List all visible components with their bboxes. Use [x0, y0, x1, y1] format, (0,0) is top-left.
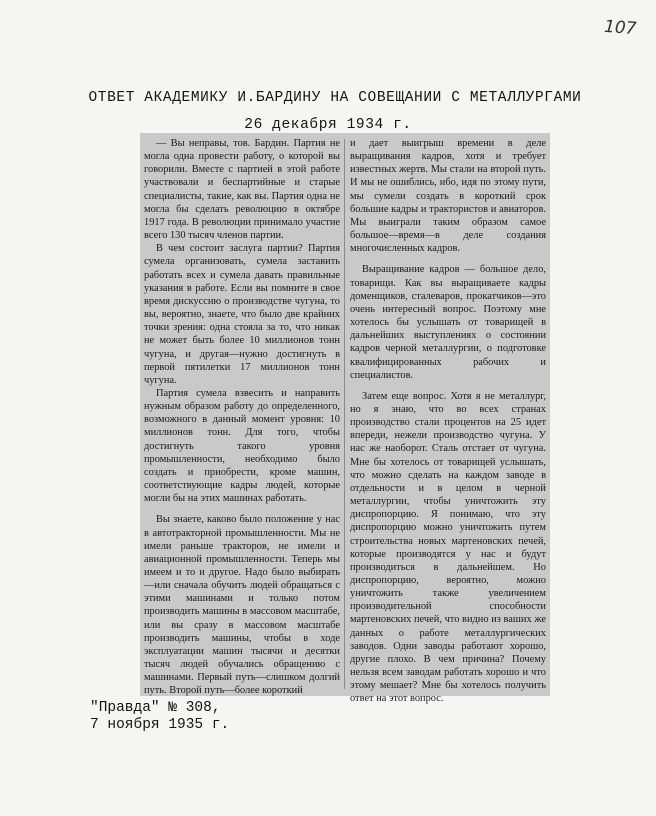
article-paragraph: Партия сумела взвесить и направить нужным образом работу до определенного, возможного в данный момент уровня: 10 миллионов тонн. Для того, чтобы достигнуть такого уровня промышленности, необходимо было создать и приобрести, кроме машин, соответствующие кадры людей, которые могли бы на этих машинах работать. — [144, 387, 340, 505]
source-date: 7 ноября 1935 г. — [90, 717, 230, 733]
article-paragraph: В чем состоит заслуга партии? Партия сумела организовать, сумела заставить работать всех и сумела давать правильные указания в работе. Если вы помните в свое время дискуссию о производстве чугуна, то вы, вероятно, знаете, что было две крайних точки зрения: одна стояла за то, что никак не может быть более 10 миллионов тонн чугуна, и другая—нужно достигнуть в первой пятилетки 17 миллионов тонн чугуна. — [144, 243, 340, 386]
article-column-right — [350, 137, 546, 706]
document-date: 26 декабря 1934 г. — [244, 117, 412, 133]
page-number: 107 — [603, 16, 638, 40]
source-citation — [90, 700, 229, 734]
article-paragraph: Выращивание кадров — большое дело, товарищи. Как вы выращиваете кадры доменщиков, сталеваров, прокатчиков—это очень интересный вопрос. Поэтому мне хотелось бы услышать от товарищей в дальнейших выступлениях о состоянии кадров черной металлургии, о подготовке квалифицированных рабочих и специалистов. — [350, 264, 546, 381]
newspaper-clipping — [140, 133, 550, 705]
source-newspaper: "Правда" № 308, — [90, 700, 221, 716]
article-paragraph: — Вы неправы, тов. Бардин. Партия не могла одна провести работу, о которой вы говорили. Вместе с партией в этой работе участвовали и беспартийные и старые специалисты, такие, как вы. Партия одна не могла бы сделать революцию в октябре 1917 года. В революции принимало участие всего 130 тысяч членов партии. — [144, 138, 340, 242]
article-paragraph: и дает выигрыш времени в деле выращивания кадров, хотя и требует известных жертв. Мы стали на второй путь. И мы не ошиблись, ибо, идя по этому пути, мы сумели создать в короткий срок большие кадры и трактористов и авиаторов. Мы выиграли таким образом самое большое—время—в деле создания многочисленных кадров. — [350, 138, 546, 255]
article-column-left — [144, 137, 340, 698]
column-divider — [344, 139, 345, 689]
document-title: ОТВЕТ АКАДЕМИКУ И.БАРДИНУ НА СОВЕЩАНИИ С МЕТАЛЛУРГАМИ — [88, 90, 582, 106]
article-paragraph: Вы знаете, каково было положение у нас в автотракторной промышленности. Мы не имели раньше тракторов, не имели и авиационной промышленности. Теперь мы имеем и то и другое. Надо было выбирать—или сначала обучить людей обращаться с этими машинами и только потом производить машины в массовом масштабе, или вы сразу в массовом масштабе производить машины, чтобы в ходе эксплуатации машин тысячи и десятки тысяч людей обучались обращению с машинами. Первый путь—слишком долгий путь. Второй путь—более короткий — [144, 514, 340, 697]
article-paragraph: Затем еще вопрос. Хотя я не металлург, но я знаю, что во всех странах производство стали процентов на 25 идет впереди, нежели производство чугуна. У нас же наоборот. Сталь отстает от чугуна. Мне бы хотелось от товарищей услышать, что можно сделать на каждом заводе в отдельности и в целом в черной металлургии, чтобы уничтожить эту диспропорцию. Я понимаю, что эту диспропорцию можно уничтожить путем строительства новых мартеновских печей, которые производятся у нас и будут производиться в дальнейшем. Но диспропорцию, вероятно, можно уничтожить также увеличением производительной способности мартеновских печей, что видно из ваших же данных о работе металлургических заводов. Одни заводы работают хорошо, другие плохо. В чем причина? Почему нельзя всем заводам работать хорошо и что этому мешает? Мне бы хотелось получить ответ на этот вопрос. — [350, 390, 546, 705]
